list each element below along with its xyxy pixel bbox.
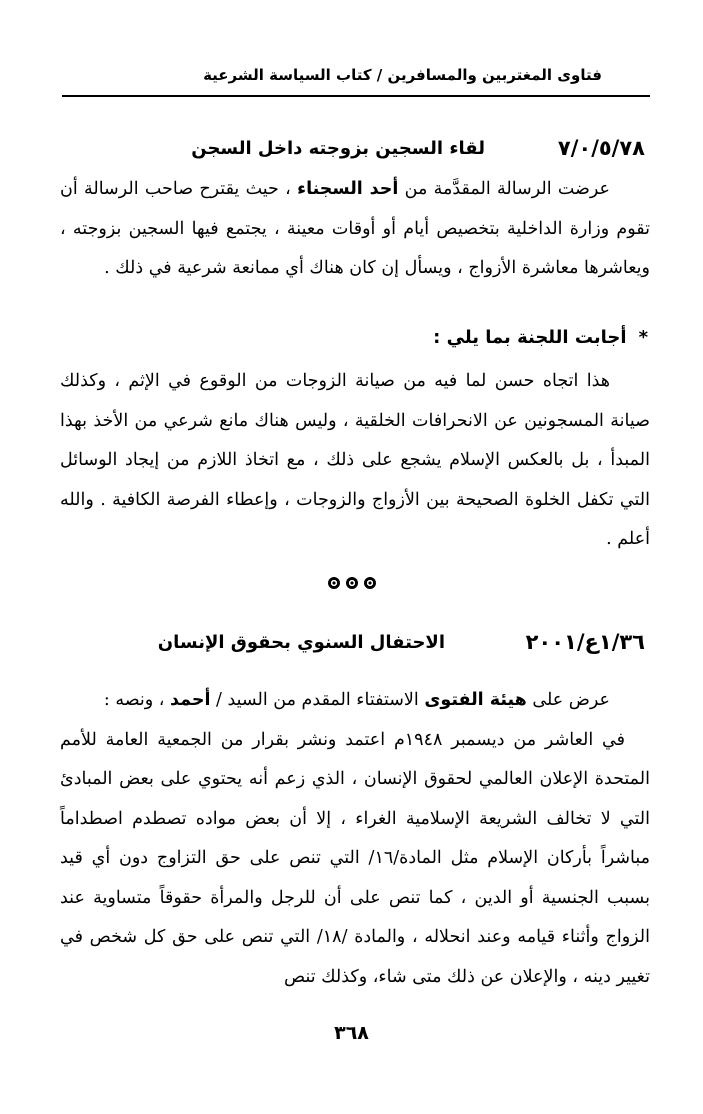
section-2-question <box>60 681 650 997</box>
request-body: في العاشر من ديسمبر ١٩٤٨م اعتمد ونشر بقرار من الجمعية العامة للأمم المتحدة الإعلان العالمي لحقوق الإنسان ، الذي زعم أنه يحتوي على بعض المبادئ التي لا تخالف الشريعة الإسلامية الغراء ، إلا أن بعض مواده تصطدم اصطداماً مباشراً بأركان الإسلام مثل المادة/١٦/ التي تنص على حق التزاوج دون أي قيد بسبب الجنسية أو الدين ، كما تنص على أن للرجل والمرأة حقوقاً متساوية عند الزواج وأثناء قيامه وعند انحلاله ، والمادة /١٨/ التي تنص على حق كل شخص في تغيير دينه ، والإعلان عن ذلك متى شاء، وكذلك تنص <box>60 729 651 987</box>
section-1-title: لقاء السجين بزوجته داخل السجن <box>191 138 485 159</box>
question-text-start: عرضت الرسالة المقدَّمة من <box>398 179 611 199</box>
header-rule <box>62 95 650 97</box>
divider-ornament <box>346 577 358 589</box>
section-1-number: ٧/٠/٥/٧٨ <box>557 136 645 160</box>
section-2-heading <box>62 630 645 660</box>
request-text-start: عرض على <box>526 690 610 710</box>
request-text-end: ، ونصه : <box>103 690 170 710</box>
question-sender: أحد السجناء <box>297 179 399 199</box>
divider-ornament <box>328 577 340 589</box>
request-text-mid: الاستفتاء المقدم من السيد / <box>210 690 425 710</box>
section-1-question <box>60 170 650 289</box>
running-head: فتاوى المغتربين والمسافرين / كتاب السياسة الشرعية <box>203 66 602 84</box>
answer-heading <box>60 327 648 348</box>
requester-name: أحمد <box>169 690 211 710</box>
section-2-title: الاحتفال السنوي بحقوق الإنسان <box>157 632 445 653</box>
section-divider <box>0 574 703 593</box>
section-2-number: ١/٣٦ع/٢٠٠١ <box>525 630 645 654</box>
section-1-answer <box>60 362 650 560</box>
bullet-star: * <box>638 327 648 348</box>
section-1-heading <box>62 136 645 166</box>
fatwa-board: هيئة الفتوى <box>424 690 527 710</box>
divider-ornament <box>364 577 376 589</box>
page-number: ٣٦٨ <box>334 1022 369 1044</box>
answer-text: هذا اتجاه حسن لما فيه من صيانة الزوجات من الوقوع في الإثم ، وكذلك صيانة المسجونين عن الانحرافات الخلقية ، وليس هناك مانع شرعي من الأخذ بهذا المبدأ ، بل بالعكس الإسلام يشجع على ذلك ، مع اتخاذ اللازم من إيجاد الوسائل التي تكفل الخلوة الصحيحة بين الأزواج والزوجات ، وإعطاء الفرصة الكافية . والله أعلم . <box>60 371 650 549</box>
answer-heading-text: أجابت اللجنة بما يلي : <box>433 327 627 348</box>
question-text-rest: ، حيث يقترح صاحب الرسالة أن تقوم وزارة الداخلية بتخصيص أيام أو أوقات معينة ، يجتمع فيها السجين بزوجته ، ويعاشرها معاشرة الأزواج ، ويسأل إن كان هناك أي ممانعة شرعية في ذلك . <box>60 179 650 278</box>
